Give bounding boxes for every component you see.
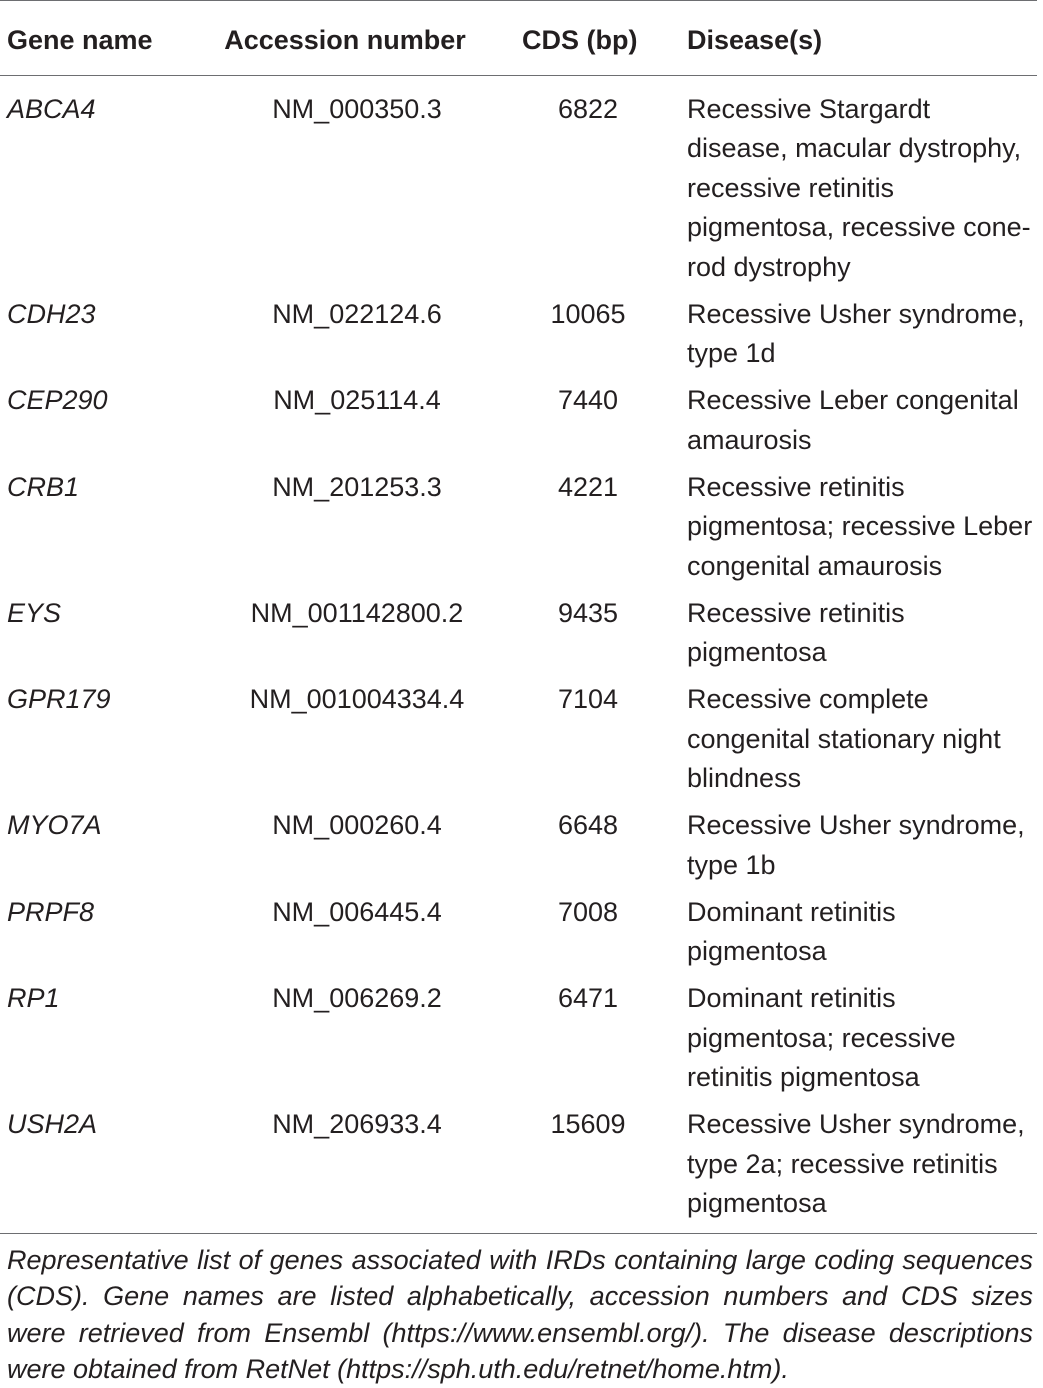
cell-cds: 7008 [557, 896, 619, 927]
cell-accession: NM_006269.2 [272, 983, 442, 1013]
cell-gene: USH2A [7, 1109, 98, 1139]
cell-gene: PRPF8 [7, 896, 95, 927]
header-diseases: Disease(s) [687, 25, 823, 55]
cell-accession: NM_201253.3 [272, 471, 442, 502]
cell-gene: ABCA4 [7, 93, 96, 124]
header-gene-name: Gene name [7, 25, 153, 55]
table-row [0, 374, 1037, 461]
table-row [0, 75, 1037, 287]
cell-disease: Recessive retinitis pigmentosa; recessive Leber congenital amaurosis [687, 471, 1033, 581]
cell-cds: 4221 [557, 471, 619, 502]
cell-disease: Recessive Usher syndrome, type 1b [687, 810, 1025, 880]
table-header-row [0, 1, 1037, 76]
table-row [0, 460, 1037, 586]
cell-accession: NM_000350.3 [272, 93, 442, 124]
cell-gene: GPR179 [7, 684, 111, 714]
table-footnote: Representative list of genes associated with IRDs containing large coding sequences (CDS). Gene names are listed alphabetically, accession numbers and CDS sizes were retrieved from Ensembl (https://www.ensembl.org/). The disease descriptions were obtained from RetNet (https://sph.uth.edu/retnet/home.htm). [0, 1233, 1037, 1388]
cell-accession: NM_206933.4 [272, 1109, 442, 1139]
cell-accession: NM_022124.6 [272, 298, 442, 329]
cell-accession: NM_001142800.2 [250, 597, 464, 628]
cell-gene: CDH23 [7, 298, 96, 329]
cell-disease: Recessive Usher syndrome, type 1d [687, 298, 1025, 368]
table-footnote-row [0, 1233, 1037, 1388]
header-cds: CDS (bp) [522, 25, 638, 55]
table-row [0, 972, 1037, 1098]
cell-cds: 7104 [557, 684, 619, 714]
cell-accession: NM_025114.4 [273, 385, 441, 415]
cell-accession: NM_001004334.4 [249, 684, 465, 714]
cell-accession: NM_006445.4 [272, 896, 442, 927]
cell-disease: Recessive Usher syndrome, type 2a; recessive retinitis pigmentosa [687, 1109, 1025, 1218]
cell-disease: Recessive Leber congenital amaurosis [687, 385, 1019, 455]
cell-gene: RP1 [7, 983, 60, 1013]
cell-disease: Recessive retinitis pigmentosa [687, 597, 905, 667]
cell-cds: 6471 [557, 983, 619, 1013]
cell-disease: Dominant retinitis pigmentosa [687, 896, 896, 966]
cell-gene: CRB1 [7, 471, 80, 502]
table-row [0, 287, 1037, 374]
table-row [0, 799, 1037, 886]
table-row [0, 673, 1037, 799]
cell-cds: 7440 [557, 385, 619, 415]
cell-gene: EYS [7, 597, 62, 628]
cell-cds: 10065 [550, 298, 626, 329]
cell-cds: 9435 [557, 597, 619, 628]
cell-disease: Recessive complete congenital stationary night blindness [687, 684, 1001, 793]
cell-gene: MYO7A [7, 810, 102, 840]
header-accession-number: Accession number [224, 25, 466, 55]
cell-cds: 6648 [557, 810, 619, 840]
table-row [0, 885, 1037, 972]
cell-accession: NM_000260.4 [272, 810, 442, 840]
cell-gene: CEP290 [7, 385, 108, 415]
cell-disease: Recessive Stargardt disease, macular dystrophy, recessive retinitis pigmentosa, recessive cone-rod dystrophy [687, 93, 1031, 282]
table-row [0, 586, 1037, 673]
table-row [0, 1098, 1037, 1234]
cell-cds: 6822 [557, 93, 619, 124]
cell-cds: 15609 [550, 1109, 626, 1139]
cell-disease: Dominant retinitis pigmentosa; recessive retinitis pigmentosa [687, 983, 956, 1092]
